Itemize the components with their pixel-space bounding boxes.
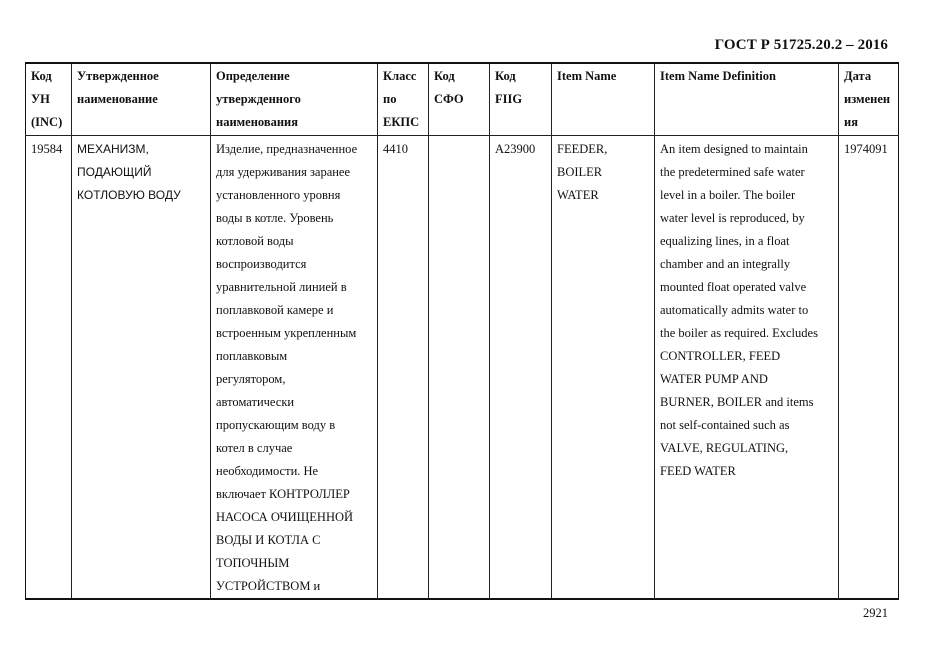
cell-change-date: 1974091 [839,136,899,600]
cell-fiig-code: A23900 [490,136,552,600]
header-change-date: Дата изменен ия [839,63,899,136]
page-number: 2921 [863,606,888,620]
header-approved-name: Утвержденное наименование [72,63,211,136]
table-header-row [26,63,899,136]
cell-item-name-definition: An item designed to maintain the predetermined safe water level in a boiler. The boiler water level is reproduced, by equalizing lines, in a float chamber and an integrally mounted float operated valve automatically admits water to the boiler as required. Excludes CONTROLLER, FEED WATER PUMP AND BURNER, BOILER and items not self-contained such as VALVE, REGULATING, FEED WATER [655,136,839,600]
header-ekps-class: Класс по ЕКПС [378,63,429,136]
header-inc-code: Код УН (INC) [26,63,72,136]
standard-header: ГОСТ Р 51725.20.2 – 2016 [714,37,888,53]
cell-definition-ru: Изделие, предназначенное для удерживания заранее установленного уровня воды в котле. Уровень котловой воды воспроизводится уравнительной линией в поплавковой камере и встроенным укрепленным поплавковым регулятором, автоматически пропускающим воду в котел в случае необходимости. Не включает КОНТРОЛЛЕР НАСОСА ОЧИЩЕННОЙ ВОДЫ И КОТЛА С ТОПОЧНЫМ УСТРОЙСТВОМ и [211,136,378,600]
header-fiig-code: Код FIIG [490,63,552,136]
header-sfo-code: Код СФО [429,63,490,136]
header-definition: Определение утвержденного наименования [211,63,378,136]
cell-sfo-code [429,136,490,600]
header-item-name-definition: Item Name Definition [655,63,839,136]
cell-approved-name: МЕХАНИЗМ, ПОДАЮЩИЙ КОТЛОВУЮ ВОДУ [72,136,211,600]
cell-ekps-class: 4410 [378,136,429,600]
catalog-table [25,62,899,600]
cell-inc-code: 19584 [26,136,72,600]
cell-item-name: FEEDER, BOILER WATER [552,136,655,600]
table-row [26,136,899,600]
header-item-name: Item Name [552,63,655,136]
